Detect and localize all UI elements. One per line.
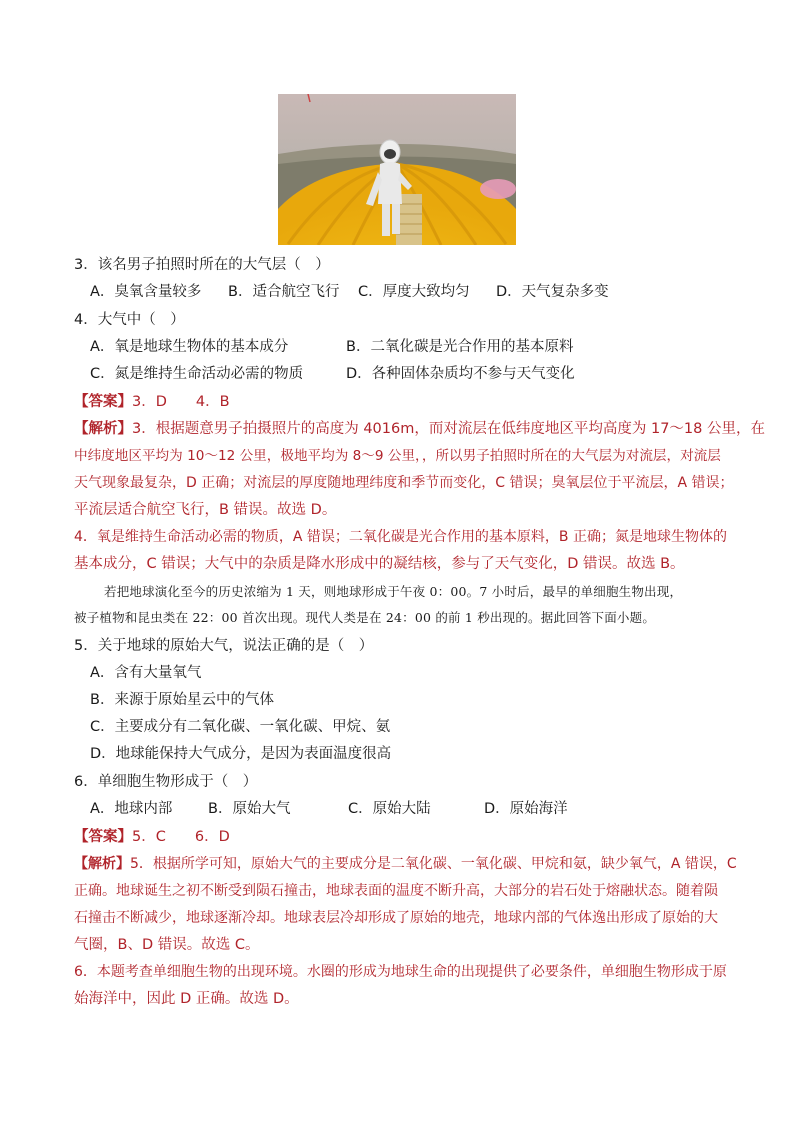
question-5-option-c: C．主要成分有二氧化碳、一氧化碳、甲烷、氨 bbox=[90, 719, 391, 735]
explanation-3-4-line1 bbox=[74, 419, 765, 439]
explanation-5-6-line1 bbox=[74, 854, 737, 874]
answer-5-6 bbox=[74, 827, 230, 847]
passage-line2: 被子植物和昆虫类在 22：00 首次出现。现代人类是在 24：00 的前 1 秒出现的。据此回答下面小题。 bbox=[74, 610, 656, 625]
explanation-3-4-line4: 平流层适合航空飞行，B 错误。故选 D。 bbox=[74, 502, 337, 518]
option-c: C．氮是维持生命活动必需的物质 bbox=[90, 366, 304, 382]
explanation-5-6-line4: 气圈，B、D 错误。故选 C。 bbox=[74, 937, 260, 953]
option-c: C．原始大陆 bbox=[348, 801, 431, 817]
question-4-options-row1 bbox=[90, 337, 573, 357]
question-3-options bbox=[90, 282, 609, 302]
explanation-3-4-line3: 天气现象最复杂，D 正确；对流层的厚度随地理纬度和季节而变化，C 错误；臭氧层位于平流层，A 错误； bbox=[74, 475, 734, 491]
question-4-stem: 4．大气中（ ） bbox=[74, 312, 185, 328]
answer-tag: 【答案】 bbox=[74, 394, 132, 410]
explanation-3-4-line6: 基本成分，C 错误；大气中的杂质是降水形成中的凝结核，参与了天气变化，D 错误。故选 B。 bbox=[74, 556, 685, 572]
option-c: C．厚度大致均匀 bbox=[358, 284, 470, 300]
option-b: B．适合航空飞行 bbox=[228, 284, 340, 300]
question-6-stem: 6．单细胞生物形成于（ ） bbox=[74, 774, 258, 790]
explanation-tag: 【解析】 bbox=[74, 421, 132, 437]
explanation-5-6-line5: 6．本题考查单细胞生物的出现环境。水圈的形成为地球生命的出现提供了必要条件，单细胞生物形成于原 bbox=[74, 964, 727, 980]
question-6-options bbox=[90, 799, 568, 819]
explanation-5-6-line3: 石撞击不断减少，地球逐渐冷却。地球表层冷却形成了原始的地壳，地球内部的气体逸出形成了原始的大 bbox=[74, 910, 718, 926]
passage-line1: 若把地球演化至今的历史浓缩为 1 天，则地球形成于午夜 0：00。7 小时后，最早的单细胞生物出现， bbox=[104, 584, 683, 599]
option-b: B．二氧化碳是光合作用的基本原料 bbox=[346, 339, 574, 355]
explanation-3-4-line5: 4．氧是维持生命活动必需的物质，A 错误；二氧化碳是光合作用的基本原料，B 正确；氮是地球生物体的 bbox=[74, 529, 727, 545]
option-a: A．臭氧含量较多 bbox=[90, 284, 202, 300]
option-a: A．地球内部 bbox=[90, 801, 173, 817]
question-4-options-row2 bbox=[90, 364, 575, 384]
question-5-option-a: A．含有大量氧气 bbox=[90, 665, 202, 681]
explanation-5-6-line2: 正确。地球诞生之初不断受到陨石撞击，地球表面的温度不断升高，大部分的岩石处于熔融状态。随着陨 bbox=[74, 883, 718, 899]
balloon-skydiver-photo bbox=[278, 94, 516, 245]
question-5-stem: 5．关于地球的原始大气，说法正确的是（ ） bbox=[74, 638, 374, 654]
answer-3-4 bbox=[74, 392, 230, 412]
question-3-stem: 3．该名男子拍照时所在的大气层（ ） bbox=[74, 257, 330, 273]
explanation-3-4-line2: 中纬度地区平均为 10～12 公里，极地平均为 8～9 公里，，所以男子拍照时所在的大气层为对流层，对流层 bbox=[74, 448, 721, 464]
explanation-5-6-line6: 始海洋中，因此 D 正确。故选 D。 bbox=[74, 991, 299, 1007]
question-5-option-d: D．地球能保持大气成分，是因为表面温度很高 bbox=[90, 746, 392, 762]
option-b: B．原始大气 bbox=[208, 801, 291, 817]
explanation-tag: 【解析】 bbox=[74, 856, 130, 872]
answer-text: 5．C 6．D bbox=[132, 829, 230, 845]
option-a: A．氧是地球生物体的基本成分 bbox=[90, 339, 289, 355]
explanation-text: 3．根据题意男子拍摄照片的高度为 4016m，而对流层在低纬度地区平均高度为 17～18 公里，在 bbox=[132, 421, 765, 437]
option-d: D．天气复杂多变 bbox=[496, 284, 609, 300]
question-5-option-b: B．来源于原始星云中的气体 bbox=[90, 692, 274, 708]
answer-tag: 【答案】 bbox=[74, 829, 132, 845]
explanation-text: 5．根据所学可知，原始大气的主要成分是二氧化碳、一氧化碳、甲烷和氨，缺少氧气，A 错误，C bbox=[130, 856, 737, 872]
option-d: D．各种固体杂质均不参与天气变化 bbox=[346, 366, 575, 382]
option-d: D．原始海洋 bbox=[484, 801, 568, 817]
answer-text: 3．D 4．B bbox=[132, 394, 230, 410]
